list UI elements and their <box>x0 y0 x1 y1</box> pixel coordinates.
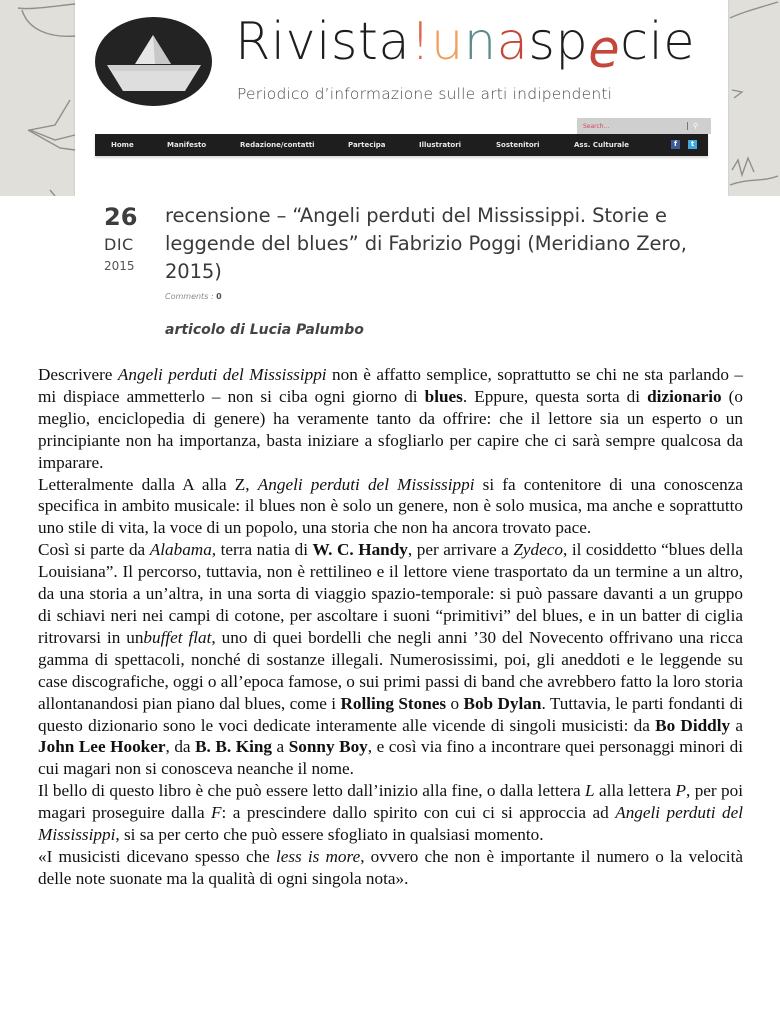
text-run: . Tuttavia, le parti fondanti di questo dizionario sono le voci dedicate interamente alle vicende di singoli musicisti: da <box>38 693 743 735</box>
text-run: , ovvero che non è importante il numero o la velocità delle note suonate ma la qualità di ogni singola nota». <box>38 846 743 888</box>
title-part: Rivista <box>235 12 411 72</box>
search-icon[interactable]: ⚲ <box>693 122 699 130</box>
nav-item-partecipa[interactable]: Partecipa <box>348 141 386 149</box>
bold-text: Rolling Stones <box>340 693 447 713</box>
comments-number: 0 <box>216 292 222 301</box>
date-year: 2015 <box>104 259 135 273</box>
date-month: DIC <box>104 235 134 254</box>
title-part: u <box>431 12 464 72</box>
text-run: , per poi magari proseguire dalla <box>38 781 743 823</box>
title-part: n <box>463 12 497 72</box>
bold-text: Bo Diddly <box>655 715 731 735</box>
bold-text: dizionario <box>647 386 722 406</box>
site-title[interactable] <box>235 12 696 80</box>
title-part: e <box>588 20 621 80</box>
text-run: Descrivere <box>38 365 118 384</box>
article-paragraph <box>38 846 743 890</box>
bold-text: Bob Dylan <box>463 693 542 713</box>
italic-text: F <box>211 803 222 823</box>
text-run: : a prescindere dallo spirito con cui ci si approccia ad <box>221 803 616 823</box>
text-run: Il bello di questo libro è che può essere letto dall’inizio alla fine, o dalla lettera <box>38 781 586 801</box>
bold-text: blues <box>424 386 463 406</box>
bold-text: W. C. Handy <box>312 540 408 560</box>
search-box <box>577 118 711 134</box>
search-divider <box>687 122 688 130</box>
title-part: sp <box>528 12 589 72</box>
header-panel <box>75 0 728 196</box>
title-part: cie <box>620 12 696 72</box>
search-input[interactable] <box>583 123 683 130</box>
text-run: , il cosiddetto “blues della Louisiana”. Il percorso, tuttavia, non è rettilineo e il lettore viene trasportato da un termine a un altro, da una storia a un’altra, in una sorta di viaggio spazio-temporale: si può passare davanti a un gruppo di schiavi neri nei campi di cotone, per ascoltare i suoni “primitivi” del blues, e in un batter di ciglia ritrovarsi in un <box>38 540 743 647</box>
text-run: «I musicisti dicevano spesso che <box>38 846 276 866</box>
italic-text: less is more <box>275 846 361 866</box>
article-body <box>38 364 743 890</box>
text-run: Letteralmente dalla A alla Z, <box>38 474 258 494</box>
nav-item-manifesto[interactable]: Manifesto <box>167 141 207 149</box>
text-run: (o meglio, enciclopedia di genere) ha veramente tanto da offrire: che il lettore sia un esperto o un principiante non ha importanza, basta iniziare a sfogliarlo per capire che ci sarà sempre qualcosa da imparare. <box>38 386 743 472</box>
italic-text: Angeli perduti del Mississippi <box>117 365 327 384</box>
article-paragraph <box>38 364 743 474</box>
nav-item-illustratori[interactable]: Illustratori <box>419 141 462 149</box>
text-run: o <box>446 693 464 713</box>
boat-sketch-icon <box>0 0 80 196</box>
text-run: Così si parte da <box>38 540 150 560</box>
text-run: non è affatto semplice, soprattutto se chi ne sta parlando – mi dispiace ammetterlo – non si ciba ogni giorno di <box>38 365 743 406</box>
facebook-icon[interactable]: f <box>671 140 680 149</box>
post-title[interactable]: recensione – “Angeli perduti del Mississippi. Storie e leggende del blues” di Fabrizio Poggi (Meridiano Zero, 2015) <box>165 204 687 283</box>
article-paragraph <box>38 539 743 780</box>
italic-text: Zydeco <box>513 540 563 560</box>
text-run: si fa contenitore di una conoscenza specifica in ambito musicale: il blues non è solo un genere, non è solo musica, ma anche e soprattutto uno stile di vita, la voce di un popolo, una storia che non ha ancora trovato pace. <box>38 474 743 538</box>
site-header-band <box>0 0 780 196</box>
paper-boat-icon <box>95 17 212 106</box>
text-run: , e così via fino a incontrare quei personaggi minori di cui magari non si conosceva neanche il nome. <box>38 737 743 779</box>
text-run: . Eppure, questa sorta di <box>462 386 648 406</box>
title-part: ! <box>410 12 432 72</box>
text-run: , si sa per certo che può essere sfogliato in qualsiasi momento. <box>115 825 544 845</box>
italic-text: L <box>585 781 595 801</box>
italic-text: Angeli perduti del Mississippi <box>257 474 475 494</box>
post-date <box>104 202 144 275</box>
article-paragraph <box>38 474 743 540</box>
nav-item-redazione-contatti[interactable]: Redazione/contatti <box>240 141 315 149</box>
site-logo[interactable] <box>95 17 212 106</box>
bold-text: John Lee Hooker <box>38 737 166 757</box>
text-run: a <box>730 715 743 735</box>
italic-text: buffet flat <box>143 627 212 647</box>
italic-text: Angeli perduti del Mississippi <box>38 803 743 845</box>
date-day: 26 <box>104 203 138 231</box>
text-run: a <box>272 737 289 757</box>
italic-text: P <box>675 781 686 801</box>
main-navbar <box>95 134 708 156</box>
text-run: alla lettera <box>594 781 676 801</box>
nav-item-ass-culturale[interactable]: Ass. Culturale <box>574 141 630 149</box>
bold-text: B. B. King <box>195 737 272 757</box>
text-run: , uno di quei bordelli che negli anni ’30 del Novecento offrivano una ricca gamma di spettacoli, nonché di sostanze illegali. Numerosissimi, poi, gli aneddoti e le leggende su case discografiche, oggi o all’epoca famose, o sui primi passi di band che avrebbero fatto la loro storia allontanandosi pian piano dal blues, come i <box>38 627 743 713</box>
nav-item-sostenitori[interactable]: Sostenitori <box>496 141 540 149</box>
nav-item-home[interactable]: Home <box>111 141 134 149</box>
text-run: , da <box>165 737 196 757</box>
comments-count[interactable] <box>165 292 222 301</box>
bold-text: Sonny Boy <box>288 737 368 757</box>
boat-sketch-icon <box>728 0 780 196</box>
comments-label: Comments : <box>165 292 217 301</box>
twitter-icon[interactable]: t <box>688 140 697 149</box>
article-paragraph <box>38 780 743 846</box>
post-author: articolo di Lucia Palumbo <box>165 322 364 338</box>
text-run: , terra natia di <box>211 540 313 560</box>
text-run: , per arrivare a <box>407 540 514 560</box>
italic-text: Alabama <box>149 540 212 560</box>
title-part: a <box>496 12 529 72</box>
site-tagline: Periodico d’informazione sulle arti indipendenti <box>237 85 613 103</box>
